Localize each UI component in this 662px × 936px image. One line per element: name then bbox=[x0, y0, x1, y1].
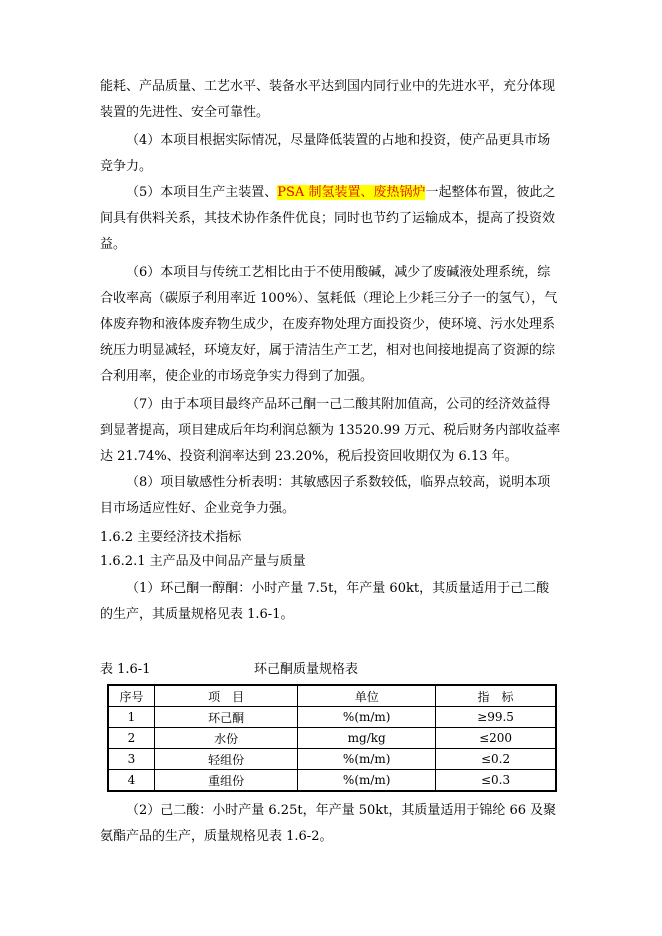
cell-unit: mg/kg bbox=[298, 728, 436, 749]
header-spec: 指 标 bbox=[436, 685, 556, 707]
cell-index: 1 bbox=[108, 707, 154, 728]
paragraph-item-5-text-b: 一起整体布置，彼此之间具有供料关系，其技术协作条件优良；同时也节约了运输成本，提高了投资效益。 bbox=[100, 185, 556, 252]
paragraph-item-4: （4）本项目根据实际情况，尽量降低装置的占地和投资，使产品更具市场竞争力。 bbox=[100, 133, 551, 174]
quality-spec-table bbox=[107, 684, 557, 792]
header-unit: 单位 bbox=[298, 685, 436, 707]
paragraph-item-5 bbox=[100, 180, 562, 258]
table-title: 环己酮质量规格表 bbox=[254, 662, 359, 677]
cell-spec: ≤200 bbox=[436, 728, 556, 749]
cell-item: 轻组份 bbox=[154, 749, 297, 770]
paragraph-product-2: （2）己二酸：小时产量 6.25t，年产量 50kt，其质量适用于锦纶 66 及聚氨酯产品的生产，质量规格见表 1.6-2。 bbox=[100, 803, 557, 844]
cell-index: 4 bbox=[108, 770, 154, 792]
cell-item: 重组份 bbox=[154, 770, 297, 792]
header-index: 序号 bbox=[108, 685, 154, 707]
highlighted-text: PSA 制氢装置、废热锅炉 bbox=[277, 185, 426, 200]
table-header-row bbox=[108, 685, 556, 707]
paragraph-item-7: （7）由于本项目最终产品环己酮一己二酸其附加值高，公司的经济效益得到显著提高，项目建成后年均利润总额为 13520.99 万元、税后财务内部收益率达 21.74%、投资利润率达到 23.20%，税后投资回收期仅为 6.13 年。 bbox=[100, 397, 561, 464]
table-label: 表 1.6-1 bbox=[100, 662, 151, 677]
paragraph-item-6: （6）本项目与传统工艺相比由于不使用酸碱，减少了废碱液处理系统，综合收率高（碳原子利用率近 100%）、氢耗低（理论上少耗三分子一的氢气），气体废弃物和液体废弃物生成少，在废弃物处理方面投资少，使环境、污水处理系统压力明显减轻，环境友好，属于清洁生产工艺，相对也间接地提高了资源的综合利用率，使企业的市场竞争实力得到了加强。 bbox=[100, 265, 558, 384]
paragraph-item-8: （8）项目敏感性分析表明：其敏感因子系数较低，临界点较高，说明本项目市场适应性好、企业竞争力强。 bbox=[100, 475, 551, 516]
header-item: 项 目 bbox=[154, 685, 297, 707]
table-row bbox=[108, 728, 556, 749]
table-row bbox=[108, 707, 556, 728]
cell-unit: %(m/m) bbox=[298, 770, 436, 792]
section-heading-1-6-2: 1.6.2 主要经济技术指标 bbox=[100, 530, 242, 545]
table-row bbox=[108, 749, 556, 770]
cell-unit: %(m/m) bbox=[298, 707, 436, 728]
cell-index: 3 bbox=[108, 749, 154, 770]
cell-item: 水份 bbox=[154, 728, 297, 749]
table-row bbox=[108, 770, 556, 792]
paragraph-intro: 能耗、产品质量、工艺水平、装备水平达到国内同行业中的先进水平，充分体现装置的先进性、安全可靠性。 bbox=[100, 79, 556, 120]
cell-index: 2 bbox=[108, 728, 154, 749]
section-heading-1-6-2-1: 1.6.2.1 主产品及中间品产量与质量 bbox=[100, 554, 306, 569]
cell-unit: %(m/m) bbox=[298, 749, 436, 770]
cell-spec: ≤0.3 bbox=[436, 770, 556, 792]
cell-spec: ≥99.5 bbox=[436, 707, 556, 728]
cell-item: 环己酮 bbox=[154, 707, 297, 728]
cell-spec: ≤0.2 bbox=[436, 749, 556, 770]
paragraph-product-1: （1）环己酮一醇酮：小时产量 7.5t，年产量 60kt，其质量适用于己二酸的生产，其质量规格见表 1.6-1。 bbox=[100, 581, 550, 622]
paragraph-item-5-text-a: （5）本项目生产主装置、 bbox=[126, 185, 278, 200]
